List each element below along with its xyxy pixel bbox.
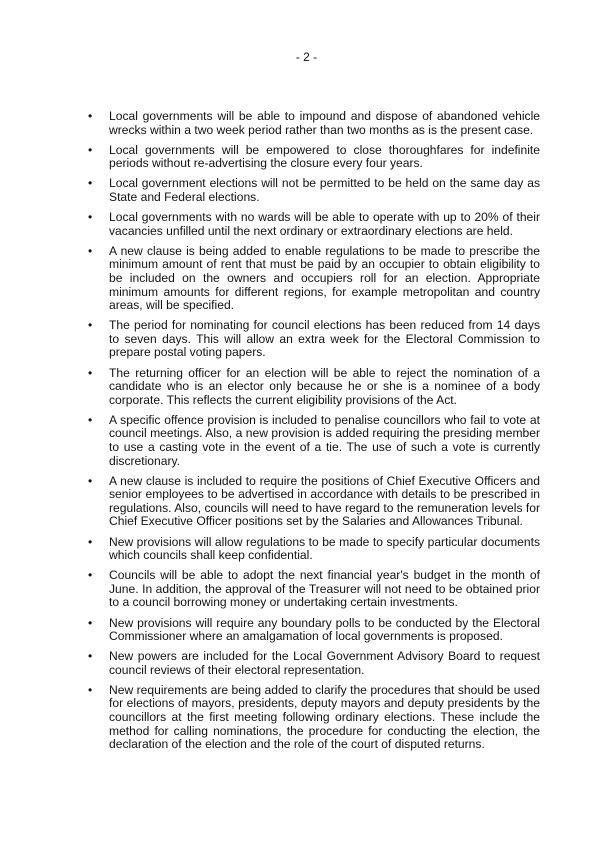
list-item — [84, 536, 540, 563]
list-item-text: Councils will be able to adopt the next financial year's budget in the month of June. In addition, the approval of the Treasurer will not need to be obtained prior to a council borrowing money or undertaking certain investments. — [109, 568, 540, 610]
list-item — [84, 177, 540, 204]
list-item-text: Local governments with no wards will be able to operate with up to 20% of their vacancies unfilled until the next ordinary or extraordinary elections are held. — [109, 210, 540, 238]
list-item-text: A specific offence provision is included to penalise councillors who fail to vote at council meetings. Also, a new provision is added requiring the presiding member to use a casting vote in the event of a tie. The use of such a vote is currently discretionary. — [109, 412, 540, 468]
list-item — [84, 650, 540, 677]
bullet-icon: • — [88, 412, 93, 427]
list-item-text: New powers are included for the Local Government Advisory Board to request council reviews of their electoral representation. — [109, 649, 540, 677]
list-item-text: The period for nominating for council elections has been reduced from 14 days to seven days. This will allow an extra week for the Electoral Commission to prepare postal voting papers. — [109, 318, 540, 360]
list-item-text: Local governments will be empowered to close thoroughfares for indefinite periods without re-advertising the closure every four years. — [109, 142, 540, 171]
list-item — [84, 475, 540, 529]
list-item-text: Local government elections will not be permitted to be held on the same day as State and Federal elections. — [109, 176, 540, 204]
bullet-icon: • — [88, 142, 93, 157]
list-item-text: The returning officer for an election will be able to reject the nomination of a candidate who is an elector only because he or she is a nominee of a body corporate. This reflects the current eligibility provisions of the Act. — [109, 365, 540, 407]
bullet-icon: • — [88, 176, 93, 191]
list-item-text: A new clause is being added to enable regulations to be made to prescribe the minimum amount of rent that must be paid by an occupier to obtain eligibility to be included on the owners and occupiers roll for an election. Appropriate minimum amounts for different regions, for example metropolitan and country areas, will be specified. — [109, 243, 540, 313]
bullet-icon: • — [88, 243, 93, 258]
list-item — [84, 617, 540, 644]
list-item — [84, 144, 540, 171]
list-item — [84, 569, 540, 610]
bullet-icon: • — [88, 682, 93, 697]
list-item-text: A new clause is included to require the positions of Chief Executive Officers and senior employees to be advertised in accordance with details to be prescribed in regulations. Also, councils will need to have regard to the remuneration levels for Chief Executive Officer positions set by the Salaries and Allowances Tribunal. — [109, 473, 540, 529]
bullet-icon: • — [88, 473, 93, 488]
list-item-text: New provisions will require any boundary polls to be conducted by the Electoral Commissioner where an amalgamation of local governments is proposed. — [109, 615, 540, 644]
list-item-text: New requirements are being added to clarify the procedures that should be used for elections of mayors, presidents, deputy mayors and deputy presidents by the councillors at the first meeting following ordinary elections. These include the method for calling nominations, the procedure for conducting the election, the declaration of the election and the role of the court of disputed returns. — [109, 682, 540, 752]
bullet-icon: • — [88, 615, 93, 630]
list-item — [84, 245, 540, 313]
list-item — [84, 110, 540, 137]
bullet-icon: • — [88, 109, 93, 123]
list-item — [84, 414, 540, 468]
list-item — [84, 367, 540, 408]
bullet-list — [84, 110, 540, 758]
list-item — [84, 684, 540, 752]
bullet-icon: • — [88, 318, 93, 333]
list-item-text: New provisions will allow regulations to be made to specify particular documents which councils shall keep confidential. — [109, 534, 540, 563]
list-item — [84, 319, 540, 360]
list-item-text: Local governments will be able to impound and dispose of abandoned vehicle wrecks within a two week period rather than two months as is the present case. — [109, 109, 540, 137]
page-number: - 2 - — [295, 50, 318, 64]
bullet-icon: • — [88, 534, 93, 549]
list-item — [84, 211, 540, 238]
bullet-icon: • — [88, 210, 93, 225]
bullet-icon: • — [88, 568, 93, 583]
bullet-icon: • — [88, 649, 93, 664]
bullet-icon: • — [88, 365, 93, 380]
